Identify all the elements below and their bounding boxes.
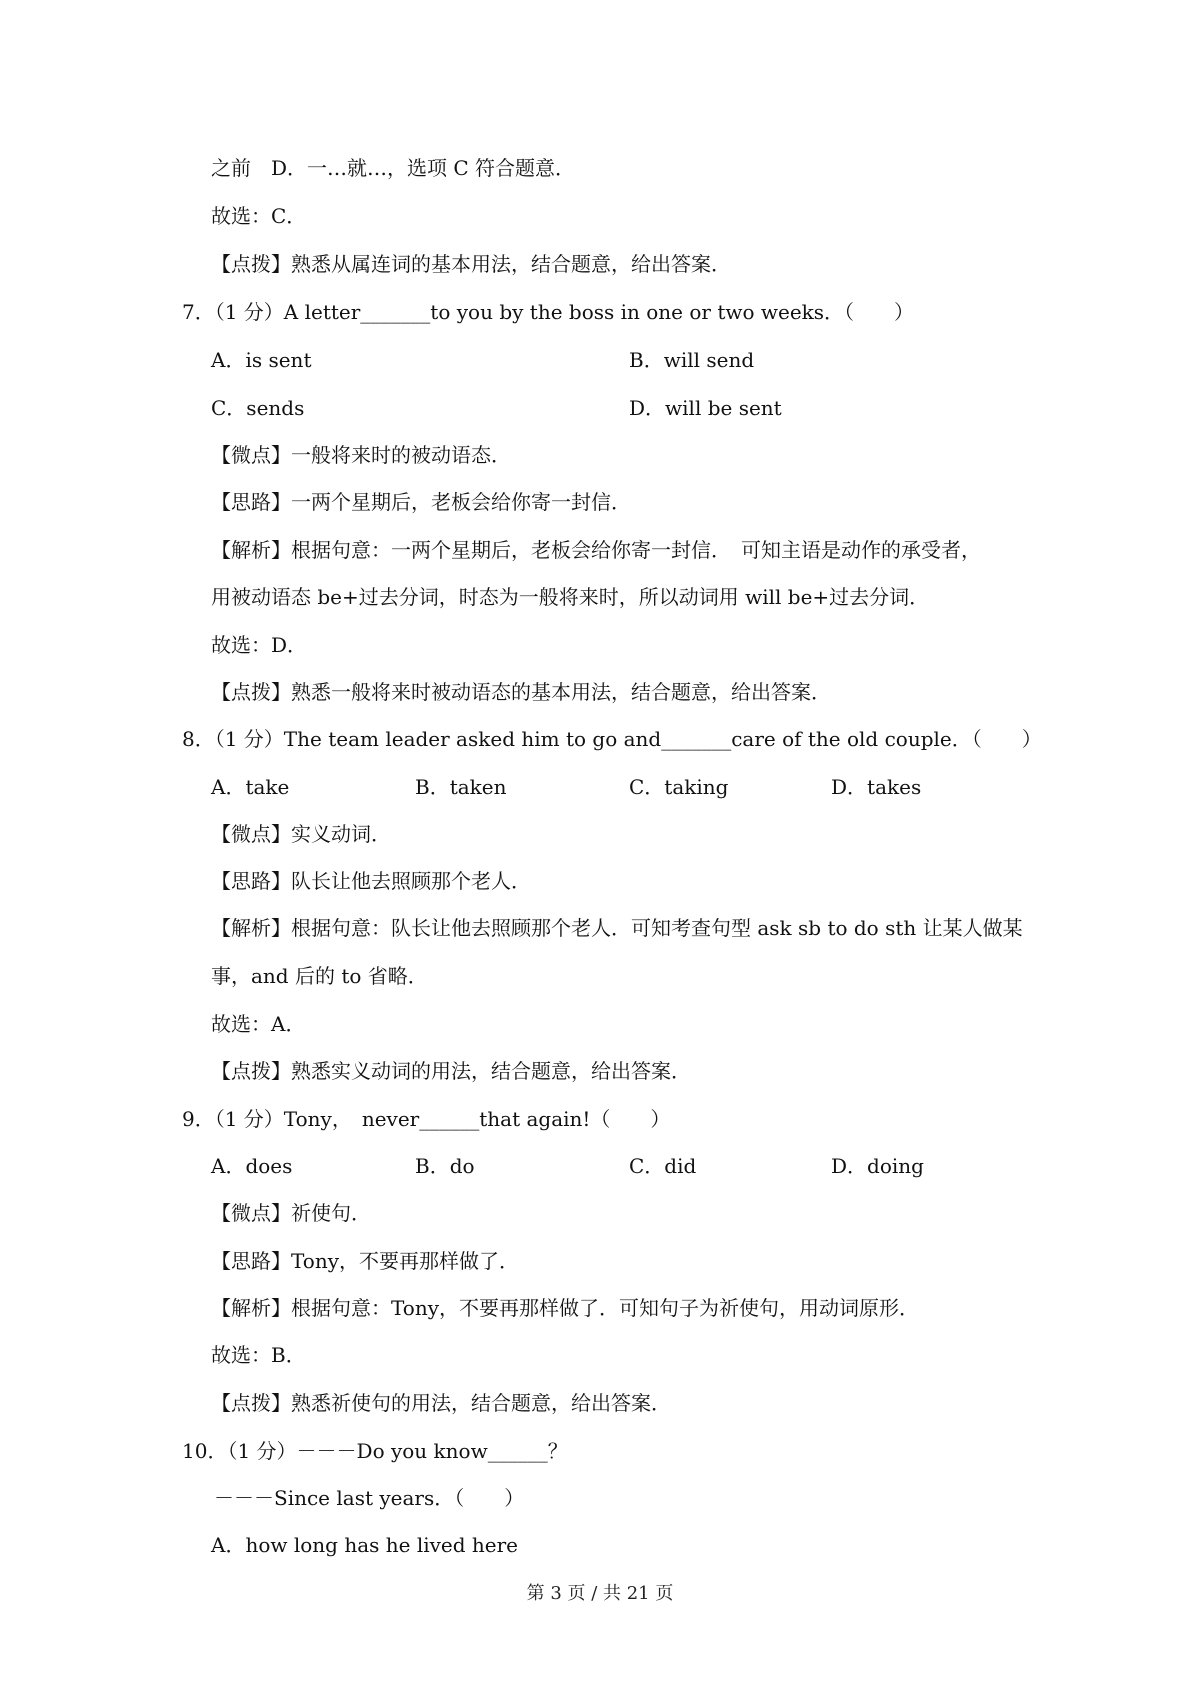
page-number-footer: 第 3 页 / 共 21 页 xyxy=(526,1583,674,1604)
tip-line: 【点拨】熟悉实义动词的用法，结合题意，给出答案． xyxy=(211,1059,691,1083)
option-c: C．did xyxy=(629,1154,697,1178)
answer-line: 故选：D． xyxy=(211,633,308,657)
dialogue-reply: －－－Since last years．（ ） xyxy=(214,1486,525,1510)
question-stem: 8．（1 分）The team leader asked him to go and_______care of the old couple．（ ） xyxy=(182,727,1042,751)
idea-line: 【思路】Tony，不要再那样做了． xyxy=(211,1249,520,1273)
analysis-line: 【解析】根据句意：队长让他去照顾那个老人．可知考查句型 ask sb to do sth 让某人做某 xyxy=(211,916,1023,940)
option-d: D．will be sent xyxy=(629,396,782,420)
question-stem: 10．（1 分）－－－Do you know______？ xyxy=(182,1439,568,1463)
tip-line: 【点拨】熟悉祈使句的用法，结合题意，给出答案． xyxy=(211,1391,671,1415)
question-stem: 7．（1 分）A letter_______to you by the boss in one or two weeks．（ ） xyxy=(182,300,915,324)
idea-line: 【思路】一两个星期后，老板会给你寄一封信． xyxy=(211,490,631,514)
option-a: A．does xyxy=(211,1154,293,1178)
point-line: 【微点】祈使句． xyxy=(211,1201,371,1225)
option-b: B．will send xyxy=(629,348,755,372)
answer-line: 故选：C． xyxy=(211,204,307,228)
analysis-line: 【解析】根据句意：一两个星期后，老板会给你寄一封信． 可知主语是动作的承受者， xyxy=(211,538,981,562)
point-line: 【微点】一般将来时的被动语态． xyxy=(211,443,511,467)
option-a: A．take xyxy=(211,775,290,799)
option-c: C．taking xyxy=(629,775,729,799)
option-d: D．doing xyxy=(831,1154,924,1178)
question-stem: 9．（1 分）Tony， never______that again!（ ） xyxy=(182,1107,671,1131)
option-b: B．do xyxy=(415,1154,475,1178)
tip-line: 【点拨】熟悉从属连词的基本用法，结合题意，给出答案． xyxy=(211,252,731,276)
option-a: A．is sent xyxy=(211,348,312,372)
analysis-line: 事，and 后的 to 省略． xyxy=(211,964,428,988)
tip-line: 【点拨】熟悉一般将来时被动语态的基本用法，结合题意，给出答案． xyxy=(211,680,831,704)
point-line: 【微点】实义动词． xyxy=(211,822,391,846)
option-c: C．sends xyxy=(211,396,305,420)
option-d: D．takes xyxy=(831,775,922,799)
idea-line: 【思路】队长让他去照顾那个老人． xyxy=(211,869,531,893)
answer-line: 故选：A． xyxy=(211,1012,306,1036)
option-b: B．taken xyxy=(415,775,507,799)
continued-explanation-line: 之前 D．一…就…，选项 C 符合题意． xyxy=(211,156,576,180)
analysis-line: 【解析】根据句意：Tony，不要再那样做了．可知句子为祈使句，用动词原形． xyxy=(211,1296,920,1320)
analysis-line: 用被动语态 be+过去分词，时态为一般将来时，所以动词用 will be+过去分词． xyxy=(211,585,930,609)
option-a: A．how long has he lived here xyxy=(211,1533,519,1557)
answer-line: 故选：B． xyxy=(211,1343,306,1367)
